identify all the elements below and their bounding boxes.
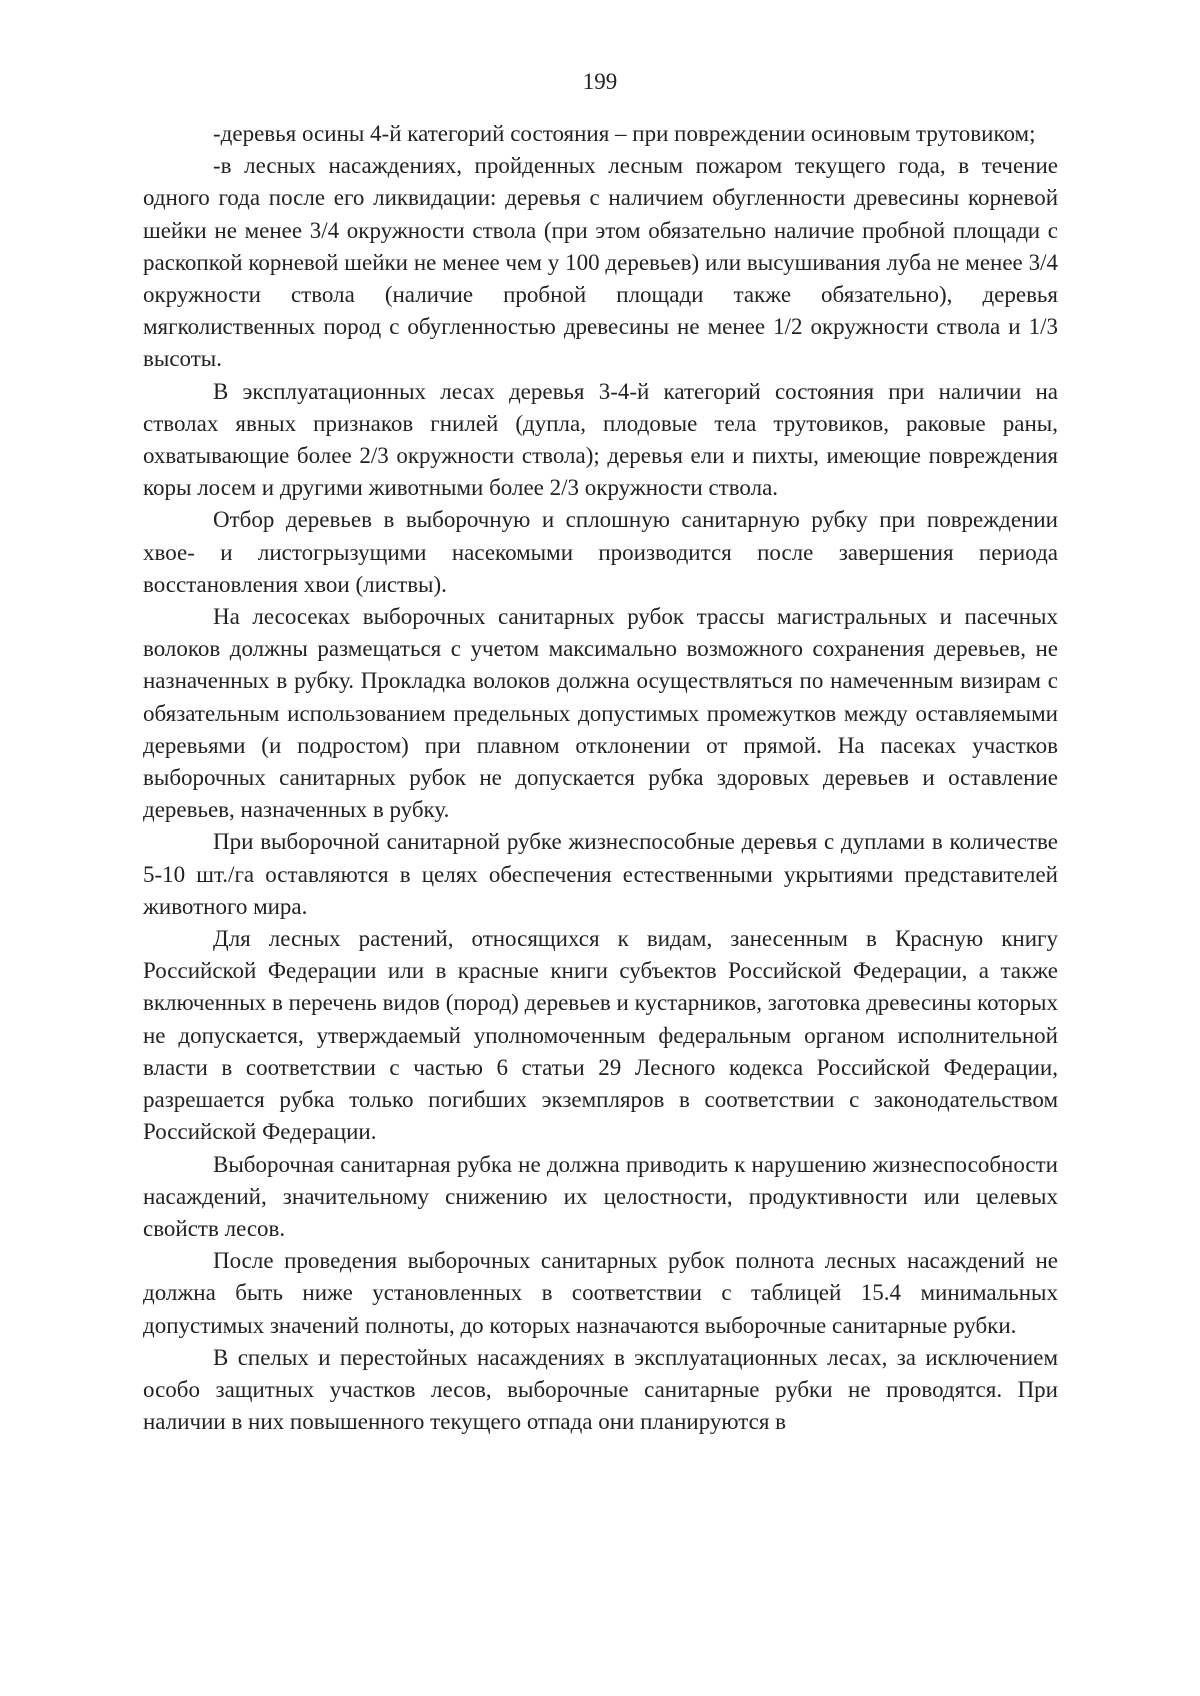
paragraph-bullet-aspen: -деревья осины 4-й категорий состояния – при повреждении осиновым трутовиком; xyxy=(213,121,1036,146)
document-body xyxy=(143,118,1058,1438)
paragraph-exploitation-forests: В эксплуатационных лесах деревья 3-4-й категорий состояния при наличии на стволах явных признаков гнилей (дупла, плодовые тела трутовиков, раковые раны, охватывающие более 2/3 окружности ствола); деревья ели и пихты, имеющие повреждения коры лосем и другими животными более 2/3 окружности ствола. xyxy=(143,378,1058,501)
paragraph-viability: Выборочная санитарная рубка не должна приводить к нарушению жизнеспособности насаждений, значительному снижению их целостности, продуктивности или целевых свойств лесов. xyxy=(143,1151,1058,1241)
page-number: 199 xyxy=(582,69,618,94)
paragraph-hollow-trees: При выборочной санитарной рубке жизнеспособные деревья с дуплами в количестве 5-10 шт./га оставляются в целях обеспечения естественными укрытиями представителей животного мира. xyxy=(143,829,1058,919)
paragraph-skid-trails: На лесосеках выборочных санитарных рубок трассы магистральных и пасечных волоков должны размещаться с учетом максимально возможного сохранения деревьев, не назначенных в рубку. Прокладка волоков должна осуществляться по намеченным визирам с обязательным использованием предельных допустимых промежутков между оставляемыми деревьями (и подростом) при плавном отклонении от прямой. На пасеках участков выборочных санитарных рубок не допускается рубка здоровых деревьев и оставление деревьев, назначенных в рубку. xyxy=(143,604,1058,823)
paragraph-mature-stands: В спелых и перестойных насаждениях в эксплуатационных лесах, за исключением особо защитных участков лесов, выборочные санитарные рубки не проводятся. При наличии в них повышенного текущего отпада они планируются в xyxy=(143,1344,1058,1435)
paragraph-red-book: Для лесных растений, относящихся к видам, занесенным в Красную книгу Российской Федерации или в красные книги субъектов Российской Федерации, а также включенных в перечень видов (пород) деревьев и кустарников, заготовка древесины которых не допускается, утверждаемый уполномоченным федеральным органом исполнительной власти в соответствии с частью 6 статьи 29 Лесного кодекса Российской Федерации, разрешается рубка только погибших экземпляров в соответствии с законодательством Российской Федерации. xyxy=(143,926,1058,1145)
paragraph-stand-density: После проведения выборочных санитарных рубок полнота лесных насаждений не должна быть ниже установленных в соответствии с таблицей 15.4 минимальных допустимых значений полноты, до которых назначаются выборочные санитарные рубки. xyxy=(143,1248,1058,1338)
paragraph-bullet-fire: -в лесных насаждениях, пройденных лесным пожаром текущего года, в течение одного года после его ликвидации: деревья с наличием обугленности древесины корневой шейки не менее 3/4 окружности ствола (при этом обязательно наличие пробной площади с раскопкой корневой шейки не менее чем у 100 деревьев) или высушивания луба не менее 3/4 окружности ствола (наличие пробной площади также обязательно), деревья мягколиственных пород с обугленностью древесины не менее 1/2 окружности ствола и 1/3 высоты. xyxy=(143,153,1058,372)
paragraph-tree-selection: Отбор деревьев в выборочную и сплошную санитарную рубку при повреждении хвое- и листогрызущими насекомыми производится после завершения периода восстановления хвои (листвы). xyxy=(143,507,1058,597)
